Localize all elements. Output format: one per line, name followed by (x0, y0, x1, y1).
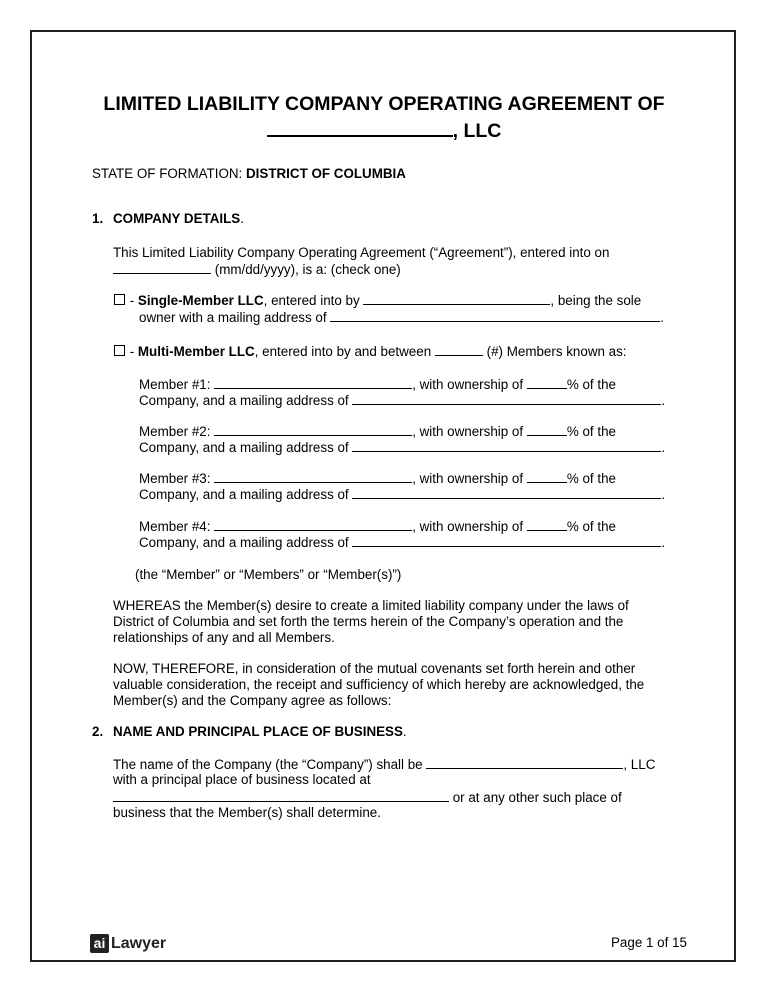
business-determine-line: business that the Member(s) shall determine. (113, 805, 381, 820)
section-2-number: 2. (92, 724, 104, 739)
whereas-line-2: District of Columbia and set forth the terms herein of the Company’s operation and the (113, 614, 624, 629)
whereas-line-3: relationships of any and all Members. (113, 630, 335, 645)
member-1-address-blank[interactable] (352, 392, 661, 405)
intro-line-1: This Limited Liability Company Operating Agreement (“Agreement”), entered into on (113, 245, 610, 260)
now-therefore-line-2: valuable consideration, the receipt and sufficiency of which hereby are acknowledged, the (113, 677, 645, 692)
member-4-line-2: Company, and a mailing address of . (139, 535, 666, 550)
single-member-line-2: owner with a mailing address of . (139, 310, 665, 325)
now-therefore-line-1: NOW, THEREFORE, in consideration of the mutual covenants set forth herein and other (113, 661, 636, 676)
member-2-line-1: Member #2: , with ownership of % of the (139, 424, 616, 439)
single-member-name-blank[interactable] (363, 292, 550, 305)
member-1-line-2: Company, and a mailing address of . (139, 393, 666, 408)
section-1-heading: COMPANY DETAILS. (113, 211, 244, 226)
member-4-name-blank[interactable] (214, 518, 412, 531)
single-member-line-1: - Single-Member LLC, entered into by , being the sole (126, 293, 642, 308)
member-2-percent-blank[interactable] (527, 423, 567, 436)
document-title-line-1: LIMITED LIABILITY COMPANY OPERATING AGREEMENT OF (103, 93, 665, 115)
member-definition-note: (the “Member” or “Members” or “Member(s)”) (135, 567, 402, 582)
whereas-line-1: WHEREAS the Member(s) desire to create a limited liability company under the laws of (113, 598, 629, 613)
document-title-line-2: , LLC (32, 118, 736, 143)
ailawyer-logo (90, 931, 166, 953)
single-member-address-blank[interactable] (330, 309, 660, 322)
multi-member-line: - Multi-Member LLC, entered into by and between (#) Members known as: (126, 344, 627, 359)
single-member-checkbox[interactable] (114, 294, 125, 305)
member-3-address-blank[interactable] (352, 486, 661, 499)
company-name-line: The name of the Company (the “Company”) shall be , LLC (113, 757, 656, 772)
member-count-blank[interactable] (435, 343, 483, 356)
member-4-line-1: Member #4: , with ownership of % of the (139, 519, 616, 534)
multi-member-checkbox[interactable] (114, 345, 125, 356)
logo-mark: ai (90, 934, 109, 953)
member-2-line-2: Company, and a mailing address of . (139, 440, 666, 455)
member-2-address-blank[interactable] (352, 439, 661, 452)
member-3-percent-blank[interactable] (527, 470, 567, 483)
member-3-line-2: Company, and a mailing address of . (139, 487, 666, 502)
intro-line-2: (mm/dd/yyyy), is a: (check one) (113, 261, 401, 278)
member-1-name-blank[interactable] (214, 376, 412, 389)
section-1-number: 1. (92, 211, 104, 226)
member-3-name-blank[interactable] (214, 470, 412, 483)
member-3-line-1: Member #3: , with ownership of % of the (139, 471, 616, 486)
member-2-name-blank[interactable] (214, 423, 412, 436)
section-2-company-name-blank[interactable] (426, 756, 623, 769)
company-name-blank[interactable] (267, 118, 453, 137)
member-4-percent-blank[interactable] (527, 518, 567, 531)
date-blank[interactable] (113, 261, 211, 274)
state-value: DISTRICT OF COLUMBIA (246, 166, 406, 181)
principal-address-line: or at any other such place of (113, 789, 622, 806)
logo-text: Lawyer (111, 935, 167, 952)
member-4-address-blank[interactable] (352, 534, 661, 547)
page-number: Page 1 of 15 (611, 935, 687, 950)
now-therefore-line-3: Member(s) and the Company agree as follows: (113, 693, 392, 708)
principal-address-blank[interactable] (113, 789, 449, 802)
member-1-line-1: Member #1: , with ownership of % of the (139, 377, 616, 392)
section-2-heading: NAME AND PRINCIPAL PLACE OF BUSINESS. (113, 724, 407, 739)
state-of-formation: STATE OF FORMATION: DISTRICT OF COLUMBIA (92, 166, 406, 181)
member-1-percent-blank[interactable] (527, 376, 567, 389)
principal-place-line: with a principal place of business located at (113, 772, 371, 787)
